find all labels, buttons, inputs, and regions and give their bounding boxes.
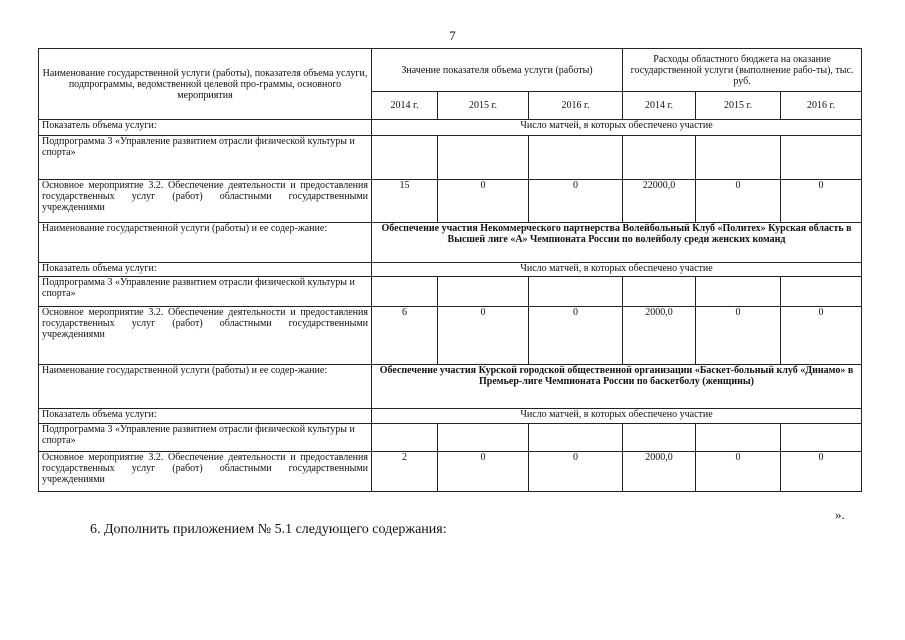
empty-cell [781,424,862,452]
empty-cell [438,277,529,307]
instruction-text: 6. Дополнить приложением № 5.1 следующего содержания: [90,522,447,537]
empty-cell [781,277,862,307]
value-cell: 2000,0 [623,452,696,492]
page-number: 7 [449,28,456,43]
value-cell: 0 [781,180,862,223]
value-cell: 15 [372,180,438,223]
activity-cell: Основное мероприятие 3.2. Обеспечение деятельности и предоставления государственных услуг (работ) областными государственными учреждениями [39,307,372,365]
indicator-label: Показатель объема услуги: [39,120,372,136]
service-name: Обеспечение участия Некоммерческого партнерства Волейбольный Клуб «Политех» Курская область в Высшей лиге «А» Чемпионата России по волейболу среди женских команд [372,223,862,263]
value-cell: 0 [696,452,781,492]
value-cell: 22000,0 [623,180,696,223]
year-header: 2016 г. [529,92,623,120]
empty-cell [529,424,623,452]
empty-cell [623,424,696,452]
empty-cell [623,277,696,307]
year-header: 2014 г. [372,92,438,120]
service-label: Наименование государственной услуги (работы) и ее содер-жание: [39,365,372,409]
empty-cell [781,136,862,180]
year-header: 2015 г. [438,92,529,120]
value-cell: 0 [781,452,862,492]
value-cell: 2000,0 [623,307,696,365]
empty-cell [372,136,438,180]
activity-cell: Основное мероприятие 3.2. Обеспечение деятельности и предоставления государственных услуг (работ) областными государственными учреждениями [39,180,372,223]
empty-cell [529,136,623,180]
subprogram-cell: Подпрограмма 3 «Управление развитием отрасли физической культуры и спорта» [39,424,372,452]
value-cell: 0 [529,180,623,223]
empty-cell [438,136,529,180]
empty-cell [529,277,623,307]
value-cell: 6 [372,307,438,365]
empty-cell [372,277,438,307]
value-cell: 0 [529,307,623,365]
header-name-cell: Наименование государственной услуги (работы), показателя объема услуги, подпрограммы, ведомственной целевой про-граммы, основного мероприятия [39,49,372,120]
value-cell: 0 [781,307,862,365]
indicator-value: Число матчей, в которых обеспечено участие [372,263,862,277]
services-table [38,48,862,492]
empty-cell [438,424,529,452]
subprogram-cell: Подпрограмма 3 «Управление развитием отрасли физической культуры и спорта» [39,277,372,307]
value-cell: 0 [438,180,529,223]
empty-cell [696,424,781,452]
empty-cell [623,136,696,180]
indicator-value: Число матчей, в которых обеспечено участие [372,120,862,136]
year-header: 2016 г. [781,92,862,120]
value-cell: 0 [529,452,623,492]
value-cell: 0 [696,180,781,223]
value-cell: 2 [372,452,438,492]
empty-cell [696,277,781,307]
indicator-value: Число матчей, в которых обеспечено участие [372,409,862,424]
year-header: 2015 г. [696,92,781,120]
value-cell: 0 [696,307,781,365]
service-name: Обеспечение участия Курской городской общественной организации «Баскет-больный клуб «Динамо» в Премьер-лиге Чемпионата России по баскетболу (женщины) [372,365,862,409]
service-label: Наименование государственной услуги (работы) и ее содер-жание: [39,223,372,263]
indicator-label: Показатель объема услуги: [39,409,372,424]
indicator-label: Показатель объема услуги: [39,263,372,277]
header-expense-group: Расходы областного бюджета на оказание государственной услуги (выполнение рабо-ты), тыс. руб. [623,49,862,92]
closing-quote-mark: ». [835,507,845,522]
header-value-group: Значение показателя объема услуги (работы) [372,49,623,92]
year-header: 2014 г. [623,92,696,120]
activity-cell: Основное мероприятие 3.2. Обеспечение деятельности и предоставления государственных услуг (работ) областными государственными учреждениями [39,452,372,492]
empty-cell [372,424,438,452]
subprogram-cell: Подпрограмма 3 «Управление развитием отрасли физической культуры и спорта» [39,136,372,180]
empty-cell [696,136,781,180]
value-cell: 0 [438,307,529,365]
value-cell: 0 [438,452,529,492]
